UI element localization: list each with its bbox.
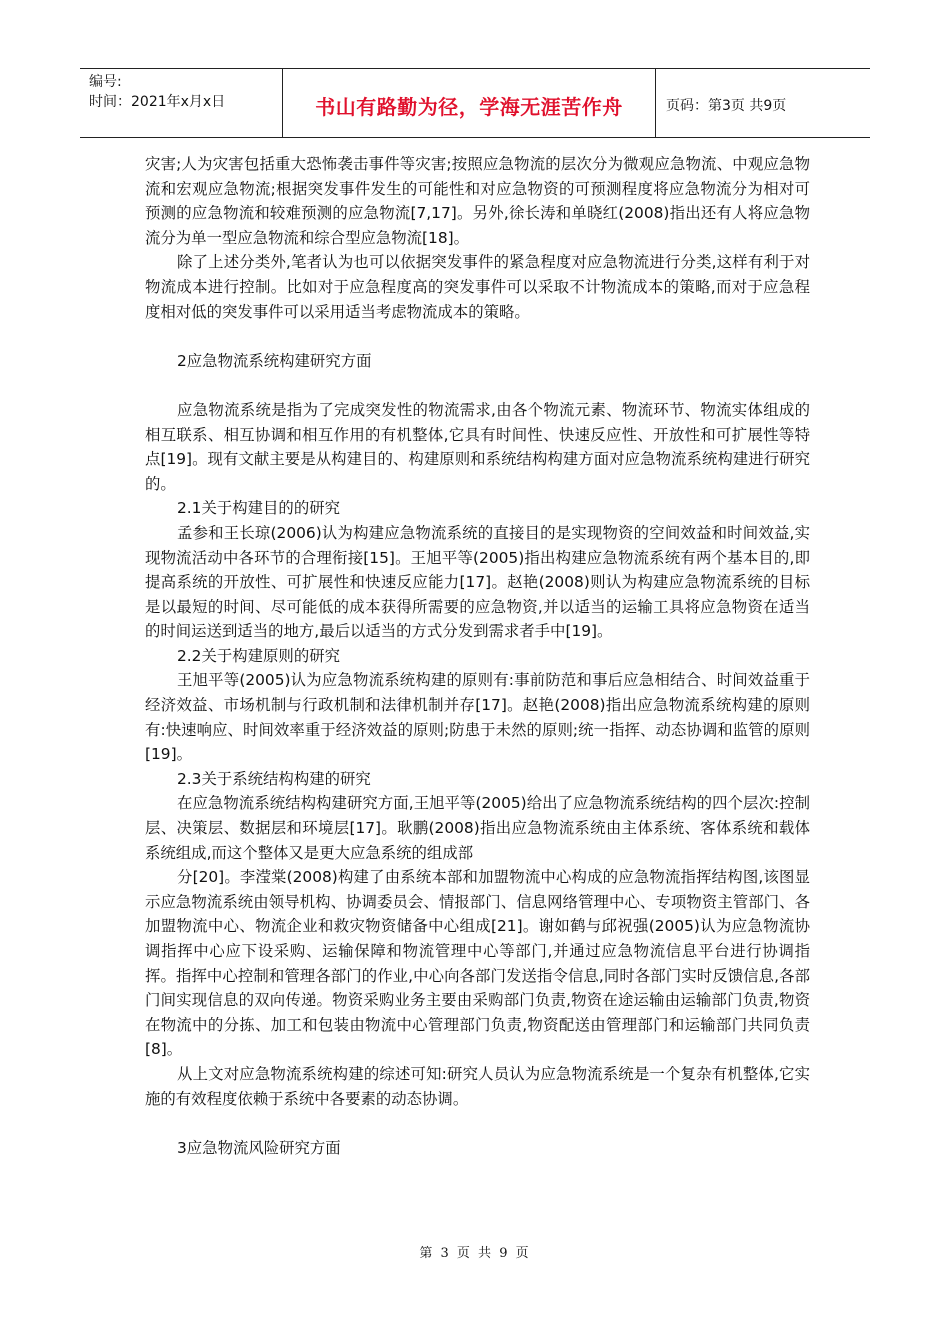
subsection-heading: 2.2关于构建原则的研究: [177, 646, 340, 665]
header-page-cell: [656, 73, 870, 137]
subsection-heading: 2.1关于构建目的的研究: [177, 499, 340, 518]
paragraph: 除了上述分类外,笔者认为也可以依据突发事件的紧急程度对应急物流进行分类,这样有利于对物流成本进行控制。比如对于应急程度高的突发事件可以采取不计物流成本的策略,而对于应急程度相对低的突发事件可以采用适当考虑物流成本的策略。: [145, 253, 810, 321]
date-label: 时间：2021年x月x日: [89, 94, 226, 110]
paragraph: 从上文对应急物流系统构建的综述可知:研究人员认为应急物流系统是一个复杂有机整体,它实施的有效程度依赖于系统中各要素的动态协调。: [145, 1064, 810, 1108]
motto: 书山有路勤为径，学海无涯苦作舟: [315, 94, 623, 119]
section-heading: 3应急物流风险研究方面: [177, 1138, 341, 1157]
header-meta: [80, 69, 283, 137]
subsection-heading: 2.3关于系统结构构建的研究: [177, 769, 371, 788]
footer-page-number: 第 3 页 共 9 页: [419, 1246, 531, 1261]
section-heading: 2应急物流系统构建研究方面: [177, 351, 372, 370]
page-footer: [0, 1242, 950, 1261]
number-label: 编号:: [89, 74, 122, 90]
paragraph: 应急物流系统是指为了完成突发性的物流需求,由各个物流元素、物流环节、物流实体组成的相互联系、相互协调和相互作用的有机整体,它具有时间性、快速反应性、开放性和可扩展性等特点[19]。现有文献主要是从构建目的、构建原则和系统结构构建方面对应急物流系统构建进行研究的。: [145, 400, 810, 493]
paragraph: 灾害;人为灾害包括重大恐怖袭击事件等灾害;按照应急物流的层次分为微观应急物流、中观应急物流和宏观应急物流;根据突发事件发生的可能性和对应急物资的可预测程度将应急物流分为相对可预测的应急物流和较难预测的应急物流[7,17]。另外,徐长涛和单晓红(2008)指出还有人将应急物流分为单一型应急物流和综合型应急物流[18]。: [145, 155, 810, 247]
paragraph: 孟参和王长琼(2006)认为构建应急物流系统的直接目的是实现物资的空间效益和时间效益,实现物流活动中各环节的合理衔接[15]。王旭平等(2005)指出构建应急物流系统有两个基本目的,即提高系统的开放性、可扩展性和快速反应能力[17]。赵艳(2008)则认为构建应急物流系统的目标是以最短的时间、尽可能低的成本获得所需要的应急物资,并以适当的运输工具将应急物资在适当的时间运送到适当的地方,最后以适当的方式分发到需求者手中[19]。: [145, 523, 810, 641]
paragraph: 分[20]。李滢棠(2008)构建了由系统本部和加盟物流中心构成的应急物流指挥结构图,该图显示应急物流系统由领导机构、协调委员会、情报部门、信息网络管理中心、专项物资主管部门、各加盟物流中心、物流企业和救灾物资储备中心组成[21]。谢如鹤与邱祝强(2005)认为应急物流协调指挥中心应下设采购、运输保障和物流管理中心等部门,并通过应急物流信息平台进行协调指挥。指挥中心控制和管理各部门的作业,中心向各部门发送指令信息,同时各部门实时反馈信息,各部门间实现信息的双向传递。物资采购业务主要由采购部门负责,物资在途运输由运输部门负责,物资在物流中的分拣、加工和包装由物流中心管理部门负责,物资配送由管理部门和运输部门共同负责[8]。: [145, 868, 810, 1059]
page-header: [80, 68, 870, 138]
paragraph: 王旭平等(2005)认为应急物流系统构建的原则有:事前防范和事后应急相结合、时间效益重于经济效益、市场机制与行政机制和法律机制并存[17]。赵艳(2008)指出应急物流系统构建的原则有:快速响应、时间效率重于经济效益的原则;防患于未然的原则;统一指挥、动态协调和监管的原则[19]。: [145, 671, 810, 764]
header-motto-cell: [283, 69, 656, 137]
document-body: [145, 152, 810, 1160]
page-label: 页码：第3页 共9页: [666, 98, 787, 114]
paragraph: 在应急物流系统结构构建研究方面,王旭平等(2005)给出了应急物流系统结构的四个层次:控制层、决策层、数据层和环境层[17]。耿鹏(2008)指出应急物流系统由主体系统、客体系统和载体系统组成,而这个整体又是更大应急系统的组成部: [145, 794, 810, 862]
